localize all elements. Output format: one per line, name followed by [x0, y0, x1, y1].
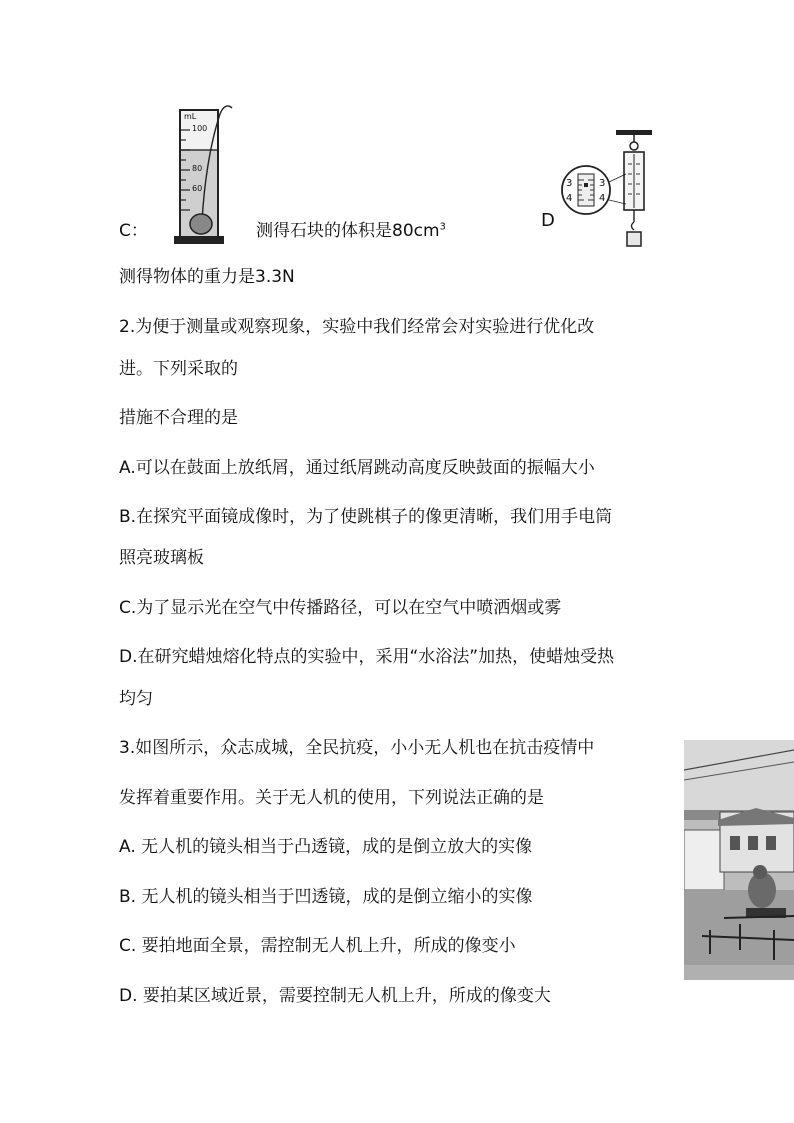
drone-photo-svg [684, 740, 794, 980]
q2-option-c: C.为了显示光在空气中传播路径，可以在空气中喷洒烟或雾 [119, 598, 562, 618]
q3-option-b: B. 无人机的镜头相当于凹透镜，成的是倒立缩小的实像 [119, 887, 533, 907]
q2-option-d: D.在研究蜡烛熔化特点的实验中，采用“水浴法”加热，使蜡烛受热 [119, 647, 615, 667]
option-c-label: C： [119, 221, 148, 241]
spring-scale-svg [560, 128, 660, 250]
q3-option-c: C. 要拍地面全景，需控制无人机上升，所成的像变小 [119, 936, 516, 956]
scale-left-top: 3 [566, 178, 573, 189]
q2-line-2: 进。下列采取的 [119, 359, 238, 379]
cylinder-tick-label: 80 [192, 164, 203, 173]
q2-option-b: B.在探究平面镜成像时，为了使跳棋子的像更清晰，我们用手电筒 [119, 507, 613, 527]
superscript-3: 3 [439, 221, 446, 233]
q2-option-a: A.可以在鼓面上放纸屑，通过纸屑跳动高度反映鼓面的振幅大小 [119, 458, 595, 478]
graduated-cylinder-figure [168, 104, 236, 248]
q3-line-1: 3.如图所示，众志成城，全民抗疫，小小无人机也在抗击疫情中 [119, 738, 595, 758]
q2-line-1: 2.为便于测量或观察现象，实验中我们经常会对实验进行优化改 [119, 317, 595, 337]
cylinder-unit-label: mL [184, 112, 197, 121]
drone-photo [684, 740, 794, 980]
q3-line-2: 发挥着重要作用。关于无人机的使用，下列说法正确的是 [119, 788, 544, 808]
option-d-label: D [541, 210, 555, 231]
q2-option-d-cont: 均匀 [119, 689, 153, 709]
spring-scale-figure [560, 128, 660, 250]
q2-option-b-cont: 照亮玻璃板 [119, 548, 204, 568]
scale-right-bottom: 4 [599, 193, 606, 204]
q3-option-d: D. 要拍某区域近景，需要控制无人机上升，所成的像变大 [119, 986, 551, 1006]
cylinder-tick-label: 100 [192, 124, 208, 133]
scale-right-top: 3 [599, 178, 606, 189]
option-d-result: 测得物体的重力是3.3N [119, 267, 295, 287]
q2-line-3: 措施不合理的是 [119, 408, 238, 428]
option-c-text [256, 219, 446, 243]
q3-option-a: A. 无人机的镜头相当于凸透镜，成的是倒立放大的实像 [119, 837, 533, 857]
scale-left-bottom: 4 [566, 193, 573, 204]
cylinder-tick-label: 60 [192, 184, 203, 193]
option-c-measure-text: 测得石块的体积是80cm [256, 221, 440, 241]
